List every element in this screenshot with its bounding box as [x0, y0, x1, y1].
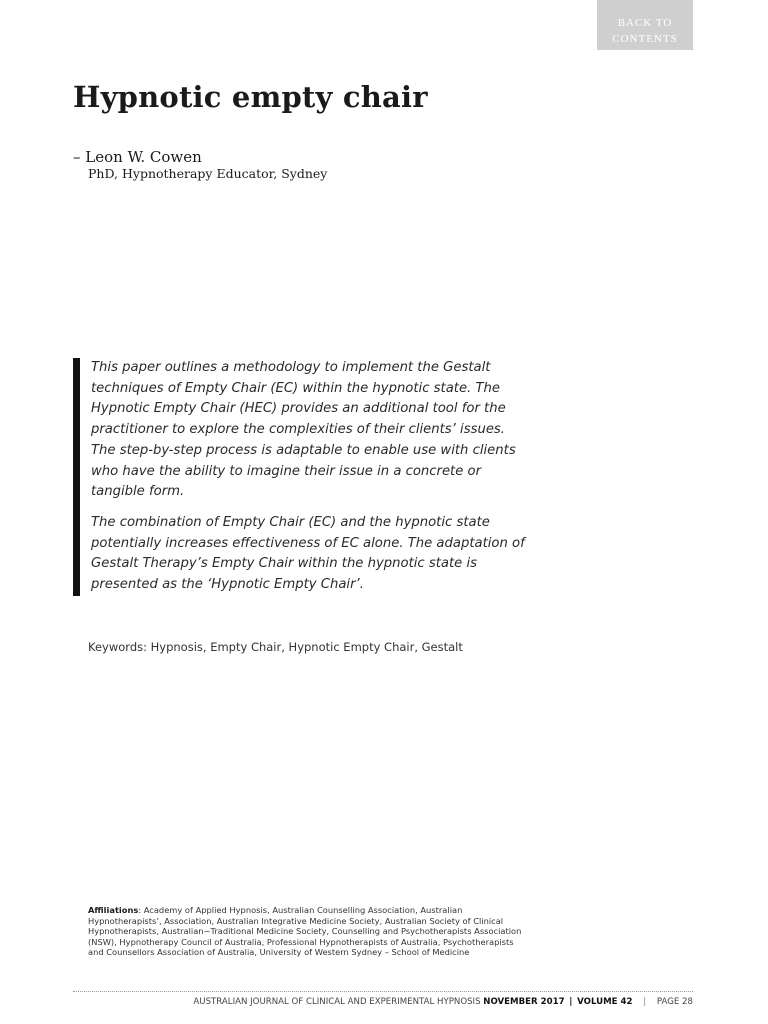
- author-affiliation: PhD, Hypnotherapy Educator, Sydney: [88, 166, 328, 181]
- footer-separator-2: |: [643, 997, 647, 1007]
- abstract-block: [73, 358, 533, 596]
- back-to-contents-button[interactable]: [597, 0, 693, 50]
- footer-divider: [73, 991, 693, 992]
- affiliations-note: [88, 905, 528, 958]
- back-to-contents-line1: BACK TO: [617, 17, 673, 29]
- page-footer: [193, 997, 693, 1007]
- affiliations-text: : Academy of Applied Hypnosis, Australian Counselling Association, Australian Hypnotherapists’, Association, Australian Integrative Medicine Society, Australian Society of Clinical Hypnotherapists, Australian~Traditional Medicine Society, Counselling and Psychotherapists Association (NSW), Hypnotherapy Council of Australia, Professional Hypnotherapists of Australia, Psychotherapists and Counsellors Association of Australia, University of Western Sydney – School of Medicine: [88, 905, 522, 957]
- abstract-paragraph-1: This paper outlines a methodology to implement the Gestalt techniques of Empty Chair (EC) within the hypnotic state. The Hypnotic Empty Chair (HEC) provides an additional tool for the practitioner to explore the complexities of their clients’ issues. The step-by-step process is adaptable to enable use with clients who have the ability to imagine their issue in a concrete or tangible form.: [91, 360, 516, 500]
- footer-volume: VOLUME 42: [577, 997, 633, 1007]
- keywords: Keywords: Hypnosis, Empty Chair, Hypnotic Empty Chair, Gestalt: [88, 640, 463, 654]
- footer-separator-1: |: [569, 997, 573, 1007]
- back-to-contents-line2: CONTENTS: [612, 33, 678, 45]
- author-name: – Leon W. Cowen: [73, 148, 202, 166]
- article-title: Hypnotic empty chair: [73, 80, 428, 114]
- footer-page-number: PAGE 28: [656, 997, 693, 1007]
- footer-issue-date: NOVEMBER 2017: [483, 997, 565, 1007]
- footer-journal-name: AUSTRALIAN JOURNAL OF CLINICAL AND EXPERIMENTAL HYPNOSIS: [193, 997, 481, 1007]
- abstract-paragraph-2: The combination of Empty Chair (EC) and the hypnotic state potentially increases effectiveness of EC alone. The adaptation of Gestalt Therapy’s Empty Chair within the hypnotic state is presented as the ‘Hypnotic Empty Chair’.: [91, 514, 525, 593]
- affiliations-label: Affiliations: [88, 905, 139, 915]
